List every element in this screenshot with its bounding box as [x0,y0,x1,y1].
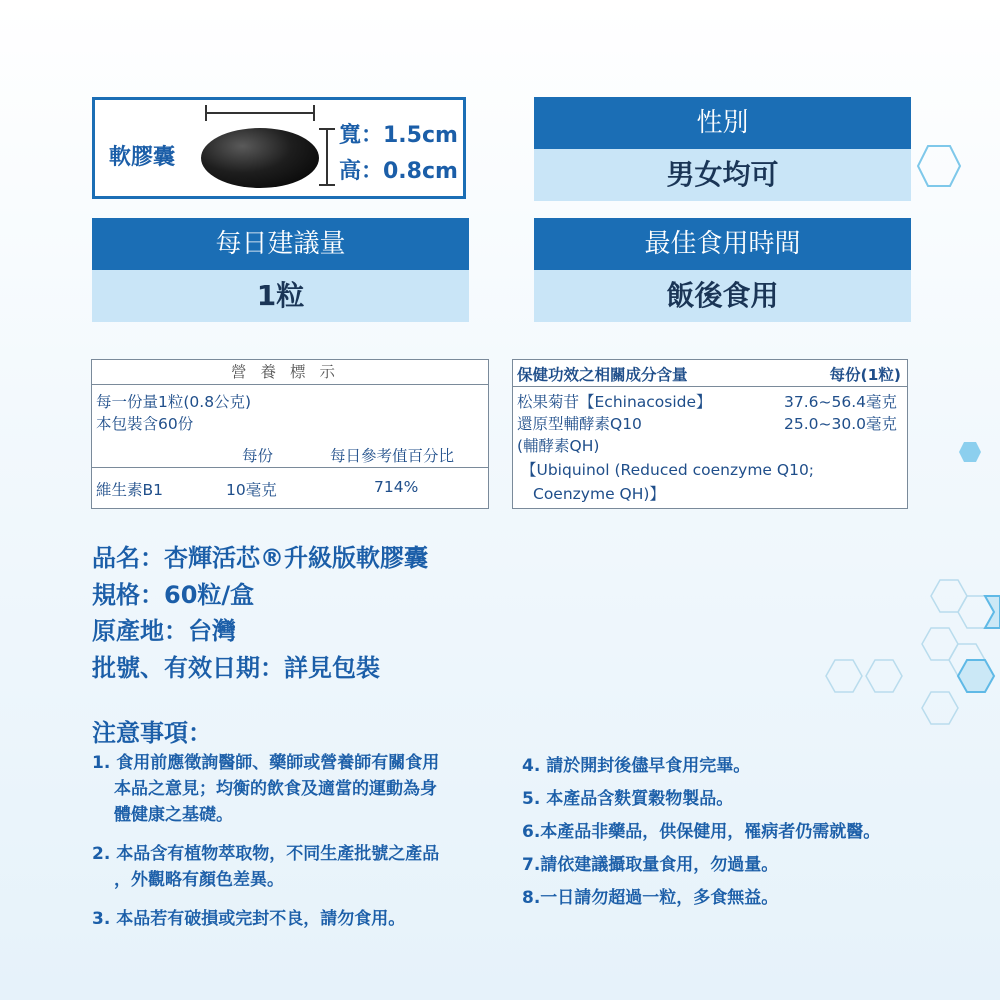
health-title: 保健功效之相關成分含量 [517,366,688,384]
timing-box [534,218,911,322]
health-line1: 松果菊苷【Echinacoside】 [517,393,712,411]
dose-value: 1粒 [92,270,469,322]
health-line5: Coenzyme QH)】 [533,485,665,503]
note-8: 8.一日請勿超過一粒，多食無益。 [522,888,779,908]
health-line2: 還原型輔酵素Q10 [517,415,642,433]
gender-header: 性別 [534,97,911,149]
nutrition-row-amount: 10毫克 [226,481,277,499]
hexagon-outline-icon [916,144,962,188]
dose-box [92,218,469,322]
nutrition-col-per: 每份 [242,447,274,465]
capsule-width: 寬：1.5cm [339,123,458,148]
health-line4: 【Ubiquinol (Reduced coenzyme Q10; [521,461,815,479]
notes-left [92,750,502,945]
notes-title: 注意事項： [92,719,212,747]
product-spec: 規格：60粒/盒 [92,580,255,609]
note-6: 6.本產品非藥品，供保健用，罹病者仍需就醫。 [522,822,881,842]
note-2b: ，外觀略有顏色差異。 [114,870,284,890]
health-val1: 37.6~56.4毫克 [783,393,897,411]
product-batch: 批號、有效日期：詳見包裝 [92,653,380,682]
capsule-height-ruler [326,128,328,186]
capsule-image [201,128,319,188]
note-1b: 本品之意見；均衡的飲食及適當的運動為身 [114,779,437,799]
note-1a: 1. 食用前應徵詢醫師、藥師或營養師有關食用 [92,753,440,773]
nutrition-row-dv: 714% [374,478,419,496]
nutrition-title: 營養標示 [92,360,488,385]
notes-right [522,750,942,915]
timing-header: 最佳食用時間 [534,218,911,270]
health-col-per: 每份(1粒) [829,366,901,384]
capsule-height: 高：0.8cm [339,159,458,184]
gender-value: 男女均可 [534,149,911,201]
note-3: 3. 本品若有破損或完封不良，請勿食用。 [92,909,406,929]
product-origin: 原產地：台灣 [92,617,236,645]
divider [513,386,907,387]
nutrition-row-name: 維生素B1 [96,481,163,499]
capsule-spec-box [92,97,466,199]
nutrition-table [91,359,489,509]
nutrition-per-pack: 本包裝含60份 [96,415,194,433]
gender-box [534,97,911,201]
health-line3: (輔酵素QH) [517,437,600,455]
note-4: 4. 請於開封後儘早食用完畢。 [522,756,751,776]
nutrition-col-dv: 每日參考值百分比 [330,447,455,465]
health-val2: 25.0~30.0毫克 [783,415,897,433]
hexagon-filled-icon [958,440,982,464]
timing-value: 飯後食用 [534,270,911,322]
health-ingredients-table [512,359,908,509]
note-5: 5. 本產品含麩質穀物製品。 [522,789,734,809]
nutrition-serving: 每一份量1粒(0.8公克) [96,393,252,411]
note-7: 7.請依建議攝取量食用，勿過量。 [522,855,779,875]
capsule-label: 軟膠囊 [109,145,176,170]
capsule-width-ruler [205,112,315,114]
hexagon-cluster-icon [815,560,1000,730]
product-facts [92,540,428,686]
product-name: 品名：杏輝活芯®升級版軟膠囊 [92,544,428,572]
divider [92,467,488,468]
note-1c: 體健康之基礎。 [114,805,233,825]
note-2a: 2. 本品含有植物萃取物，不同生產批號之產品 [92,844,440,864]
dose-header: 每日建議量 [92,218,469,270]
